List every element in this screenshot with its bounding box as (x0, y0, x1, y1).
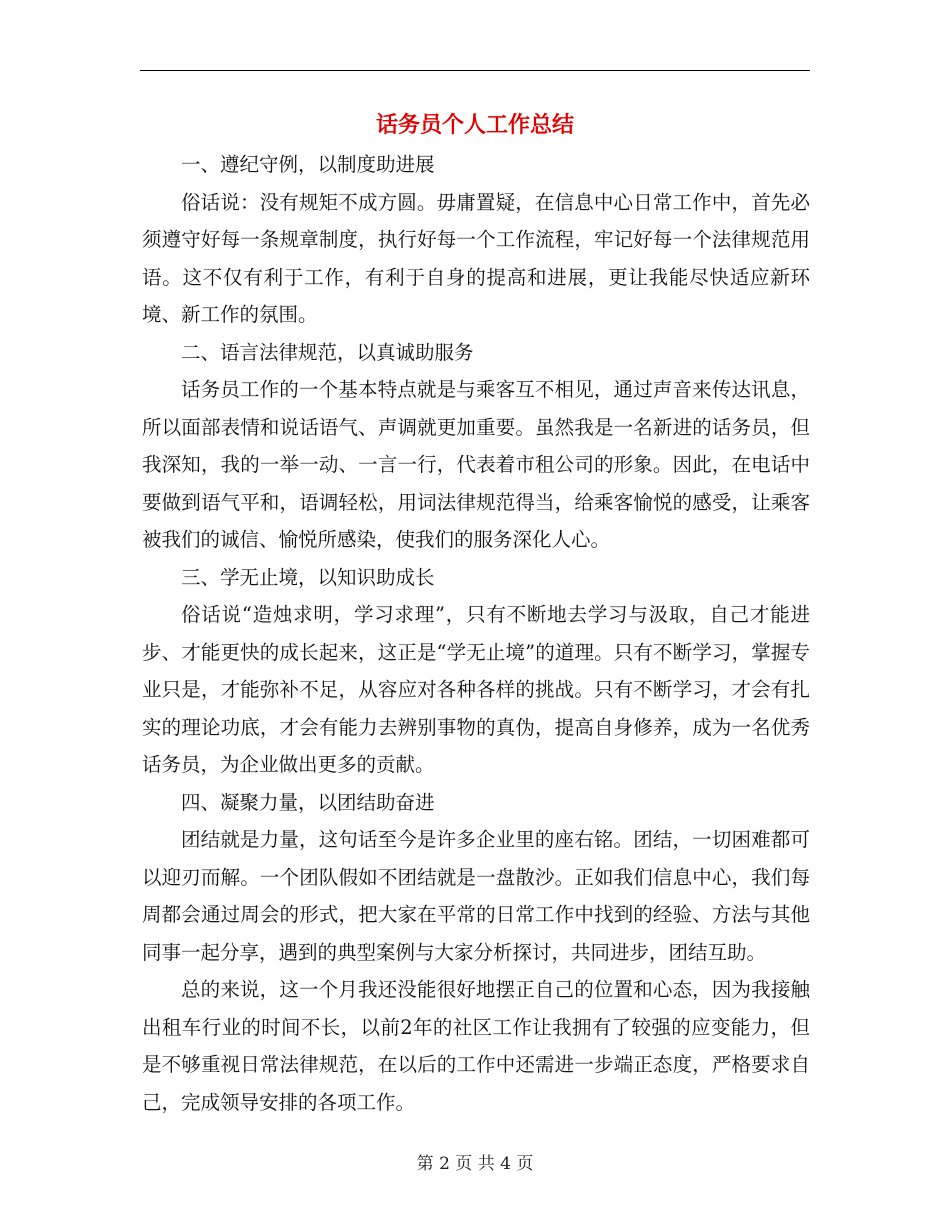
paragraph-conclusion: 总的来说，这一个月我还没能很好地摆正自己的位置和心态，因为我接触出租车行业的时间不长，以前2年的社区工作让我拥有了较强的应变能力，但是不够重视日常法律规范，在以后的工作中还需进一步端正态度，严格要求自己，完成领导安排的各项工作。 (142, 978, 810, 1114)
paragraph-1: 俗话说：没有规矩不成方圆。毋庸置疑，在信息中心日常工作中，首先必须遵守好每一条规章制度，执行好每一个工作流程，牢记好每一个法律规范用语。这不仅有利于工作，有利于自身的提高和进展，更让我能尽快适应新环境、新工作的氛围。 (142, 190, 810, 326)
paragraph-3: 俗话说“造烛求明，学习求理”，只有不断地去学习与汲取，自己才能进步、才能更快的成长起来，这正是“学无止境”的道理。只有不断学习，掌握专业只是，才能弥补不足，从容应对各种各样的挑战。只有不断学习，才会有扎实的理论功底，才会有能力去辨别事物的真伪，提高自身修养，成为一名优秀话务员，为企业做出更多的贡献。 (142, 603, 810, 776)
paragraph-4: 团结就是力量，这句话至今是许多企业里的座右铭。团结，一切困难都可以迎刃而解。一个团队假如不团结就是一盘散沙。正如我们信息中心，我们每周都会通过周会的形式，把大家在平常的日常工作中找到的经验、方法与其他同事一起分享，遇到的典型案例与大家分析探讨，共同进步，团结互助。 (142, 828, 810, 964)
section-heading-4: 四、凝聚力量，以团结助奋进 (181, 790, 435, 814)
header-rule (140, 70, 810, 71)
section-heading-2: 二、语言法律规范，以真诚助服务 (181, 340, 474, 364)
page-number-footer: 第 2 页 共 4 页 (416, 1154, 534, 1174)
document-title: 话务员个人工作总结 (375, 113, 574, 138)
document-body (142, 146, 810, 1121)
section-heading-1: 一、遵纪守例，以制度助进展 (181, 153, 435, 176)
paragraph-2: 话务员工作的一个基本特点就是与乘客互不相见，通过声音来传达讯息，所以面部表情和说话语气、声调就更加重要。虽然我是一名新进的话务员，但我深知，我的一举一动、一言一行，代表着市租公司的形象。因此，在电话中要做到语气平和，语调轻松，用词法律规范得当，给乘客愉悦的感受，让乘客被我们的诚信、愉悦所感染，使我们的服务深化人心。 (142, 378, 810, 551)
section-heading-3: 三、学无止境，以知识助成长 (181, 565, 435, 589)
